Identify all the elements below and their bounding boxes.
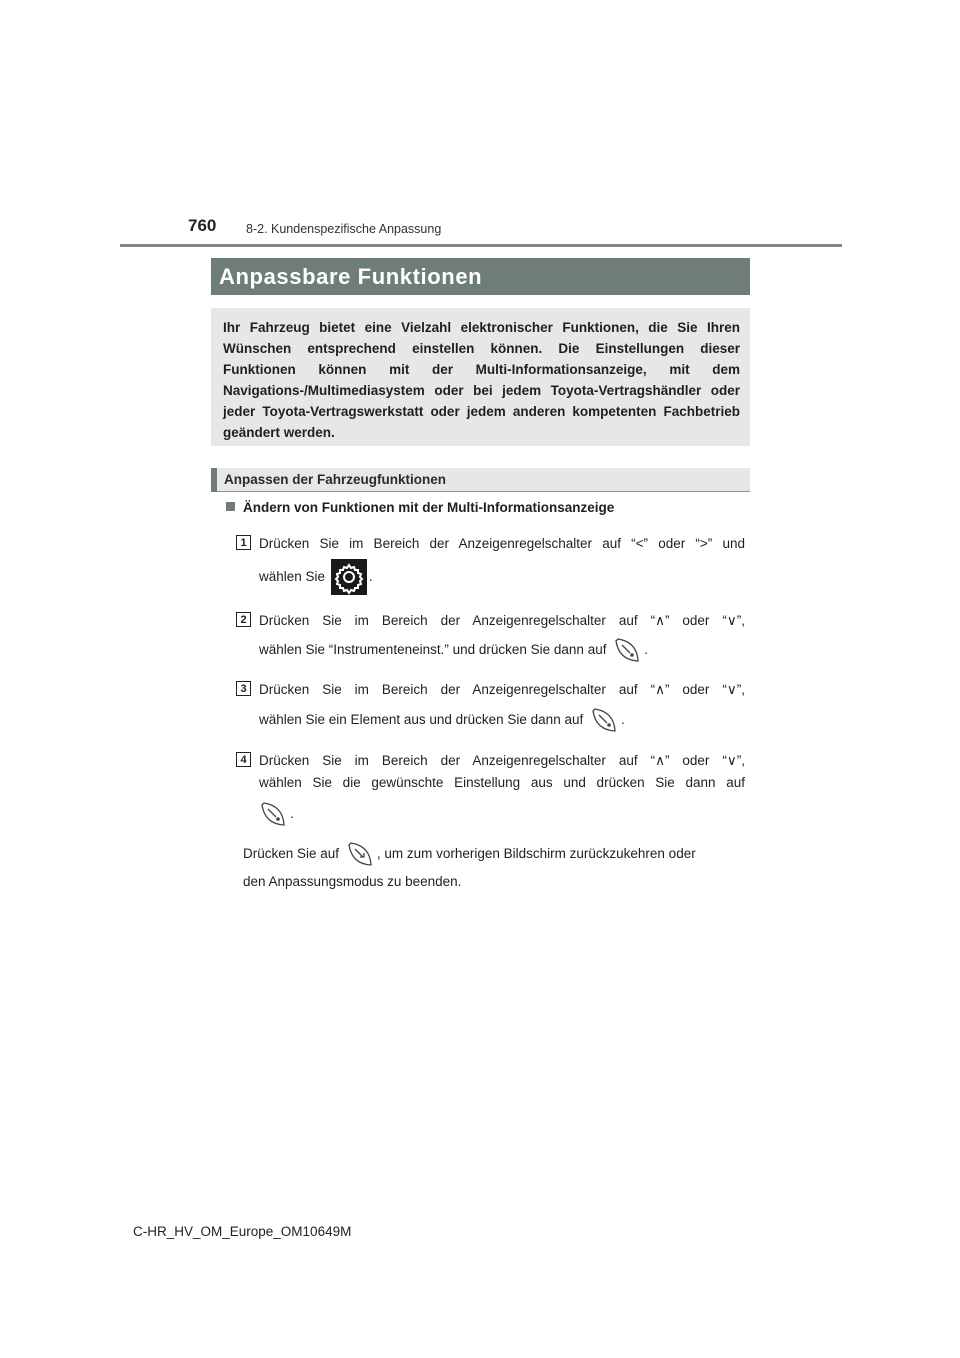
note-line-2: den Anpassungsmodus zu beenden.	[243, 874, 462, 889]
title-banner	[211, 258, 750, 295]
page-title: Anpassbare Funktionen	[219, 263, 483, 289]
step-4-line-2: wählen Sie die gewünschte Einstellung aus und drücken Sie dann auf	[259, 775, 745, 790]
section-label: 8-2. Kundenspezifische Anpassung	[246, 222, 442, 236]
step-4-end: .	[290, 806, 294, 821]
note-text: Drücken Sie auf	[243, 846, 340, 861]
ok-button-icon	[259, 800, 287, 828]
step-number-3	[236, 681, 251, 696]
note-line-1	[243, 840, 745, 868]
step-4-line-3	[259, 800, 745, 828]
step-2-end: .	[644, 642, 648, 657]
note-text-after: , um zum vorherigen Bildschirm zurückzukehren oder	[376, 846, 696, 861]
step-number-text: 4	[240, 753, 247, 766]
step-3-line-2	[259, 706, 745, 734]
page-number: 760	[188, 216, 217, 235]
step-1-text: wählen Sie	[259, 569, 326, 584]
step-2-text: wählen Sie “Instrumenteneinst.” und drücken Sie dann auf	[259, 642, 607, 657]
step-number-4	[236, 752, 251, 767]
header-rule	[120, 244, 842, 247]
ok-button-icon	[613, 636, 641, 664]
back-button-icon	[346, 840, 374, 868]
step-2-line-1: Drücken Sie im Bereich der Anzeigenregelschalter auf “∧” oder “∨”,	[259, 613, 745, 628]
step-number-text: 3	[240, 682, 247, 695]
gear-icon	[331, 559, 367, 595]
intro-text: Ihr Fahrzeug bietet eine Vielzahl elektronischer Funktionen, die Sie Ihren Wünschen entsprechend einstellen können. Die Einstellungen dieser Funktionen können mit der Multi-Informationsanzeige, mit dem Navigations-/Multimediasystem oder bei jedem Toyota-Vertragshändler oder jeder Toyota-Vertragswerkstatt oder jedem anderen kompetenten Fachbetrieb geändert werden.	[223, 320, 740, 440]
footer-code: C-HR_HV_OM_Europe_OM10649M	[133, 1224, 352, 1239]
step-number-2	[236, 612, 251, 627]
ok-button-icon	[590, 706, 618, 734]
step-3-text: wählen Sie ein Element aus und drücken Sie dann auf	[259, 712, 584, 727]
subsection-label: Ändern von Funktionen mit der Multi-Informationsanzeige	[243, 500, 615, 515]
subsection-heading	[226, 500, 614, 515]
step-2-line-2	[259, 636, 745, 664]
step-number-1	[236, 535, 251, 550]
step-1-line-1: Drücken Sie im Bereich der Anzeigenregelschalter auf “<” oder “>” und	[259, 536, 745, 551]
sub-header-label: Anpassen der Fahrzeugfunktionen	[224, 472, 447, 487]
sub-header-bar	[211, 468, 217, 492]
sub-header	[211, 468, 750, 492]
step-4-line-1: Drücken Sie im Bereich der Anzeigenregelschalter auf “∧” oder “∨”,	[259, 753, 745, 768]
step-number-text: 1	[240, 536, 247, 549]
step-3-line-1: Drücken Sie im Bereich der Anzeigenregelschalter auf “∧” oder “∨”,	[259, 682, 745, 697]
square-bullet-icon	[226, 502, 235, 511]
step-1-end: .	[368, 569, 373, 584]
step-3-end: .	[620, 712, 625, 727]
step-number-text: 2	[240, 613, 247, 626]
intro-box	[211, 308, 750, 446]
step-1-line-2	[259, 559, 745, 595]
